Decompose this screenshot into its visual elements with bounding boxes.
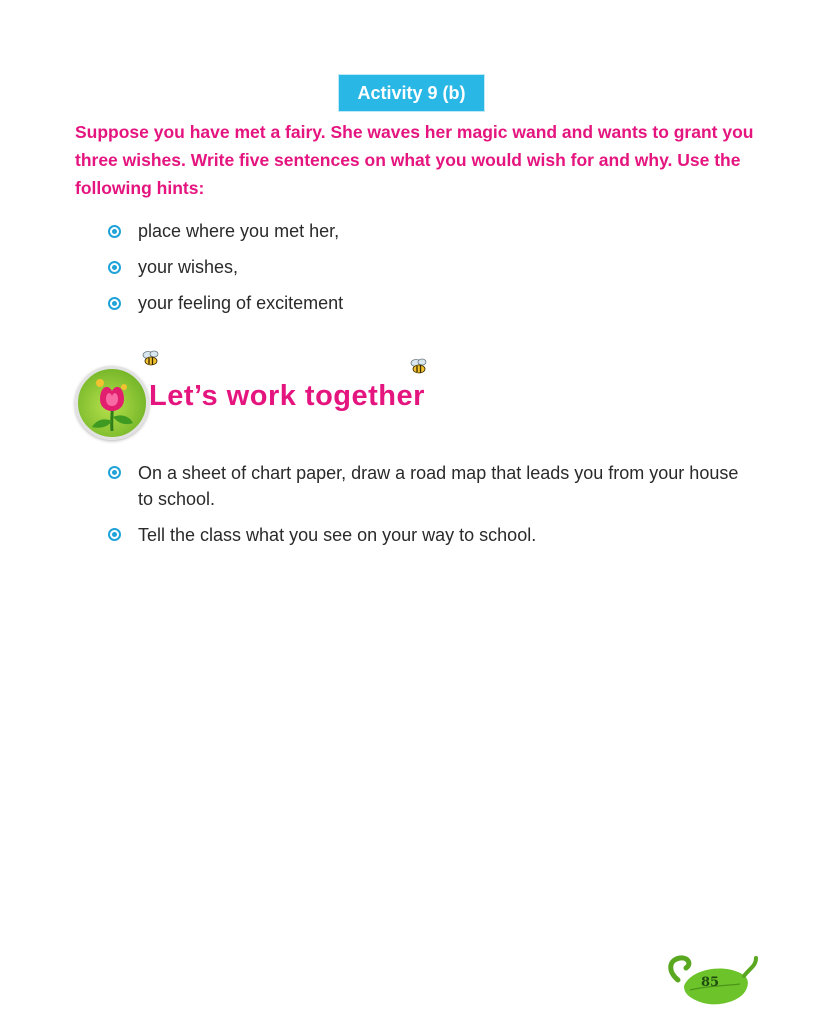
hint-text: place where you met her, <box>138 221 340 241</box>
list-item <box>106 291 606 327</box>
bullet-icon <box>108 261 121 274</box>
hints-list <box>106 219 606 327</box>
page-number: 85 <box>700 975 720 990</box>
hint-text: your feeling of excitement <box>138 293 344 313</box>
section-title: Let’s work together <box>149 380 425 412</box>
bee-icon <box>408 358 430 376</box>
page-number-badge <box>660 950 760 1010</box>
tasks-list <box>106 460 756 558</box>
list-item <box>106 522 756 548</box>
task-text: On a sheet of chart paper, draw a road map that leads you from your house to school. <box>138 463 739 509</box>
bullet-icon <box>108 225 121 238</box>
section-heading <box>75 350 495 440</box>
list-item <box>106 460 756 512</box>
list-item <box>106 219 606 255</box>
hint-text: your wishes, <box>138 257 239 277</box>
task-text: Tell the class what you see on your way to school. <box>138 525 537 545</box>
list-item <box>106 255 606 291</box>
activity-label: Activity 9 (b) <box>339 75 484 111</box>
instruction-text: Suppose you have met a fairy. She waves her magic wand and wants to grant you three wishes. Write five sentences on what you would wish for and why. Use the following hints: <box>75 122 754 198</box>
bullet-icon <box>108 297 121 310</box>
bullet-icon <box>108 466 121 479</box>
bullet-icon <box>108 528 121 541</box>
flower-badge-icon <box>75 366 149 440</box>
bee-icon <box>140 350 162 368</box>
